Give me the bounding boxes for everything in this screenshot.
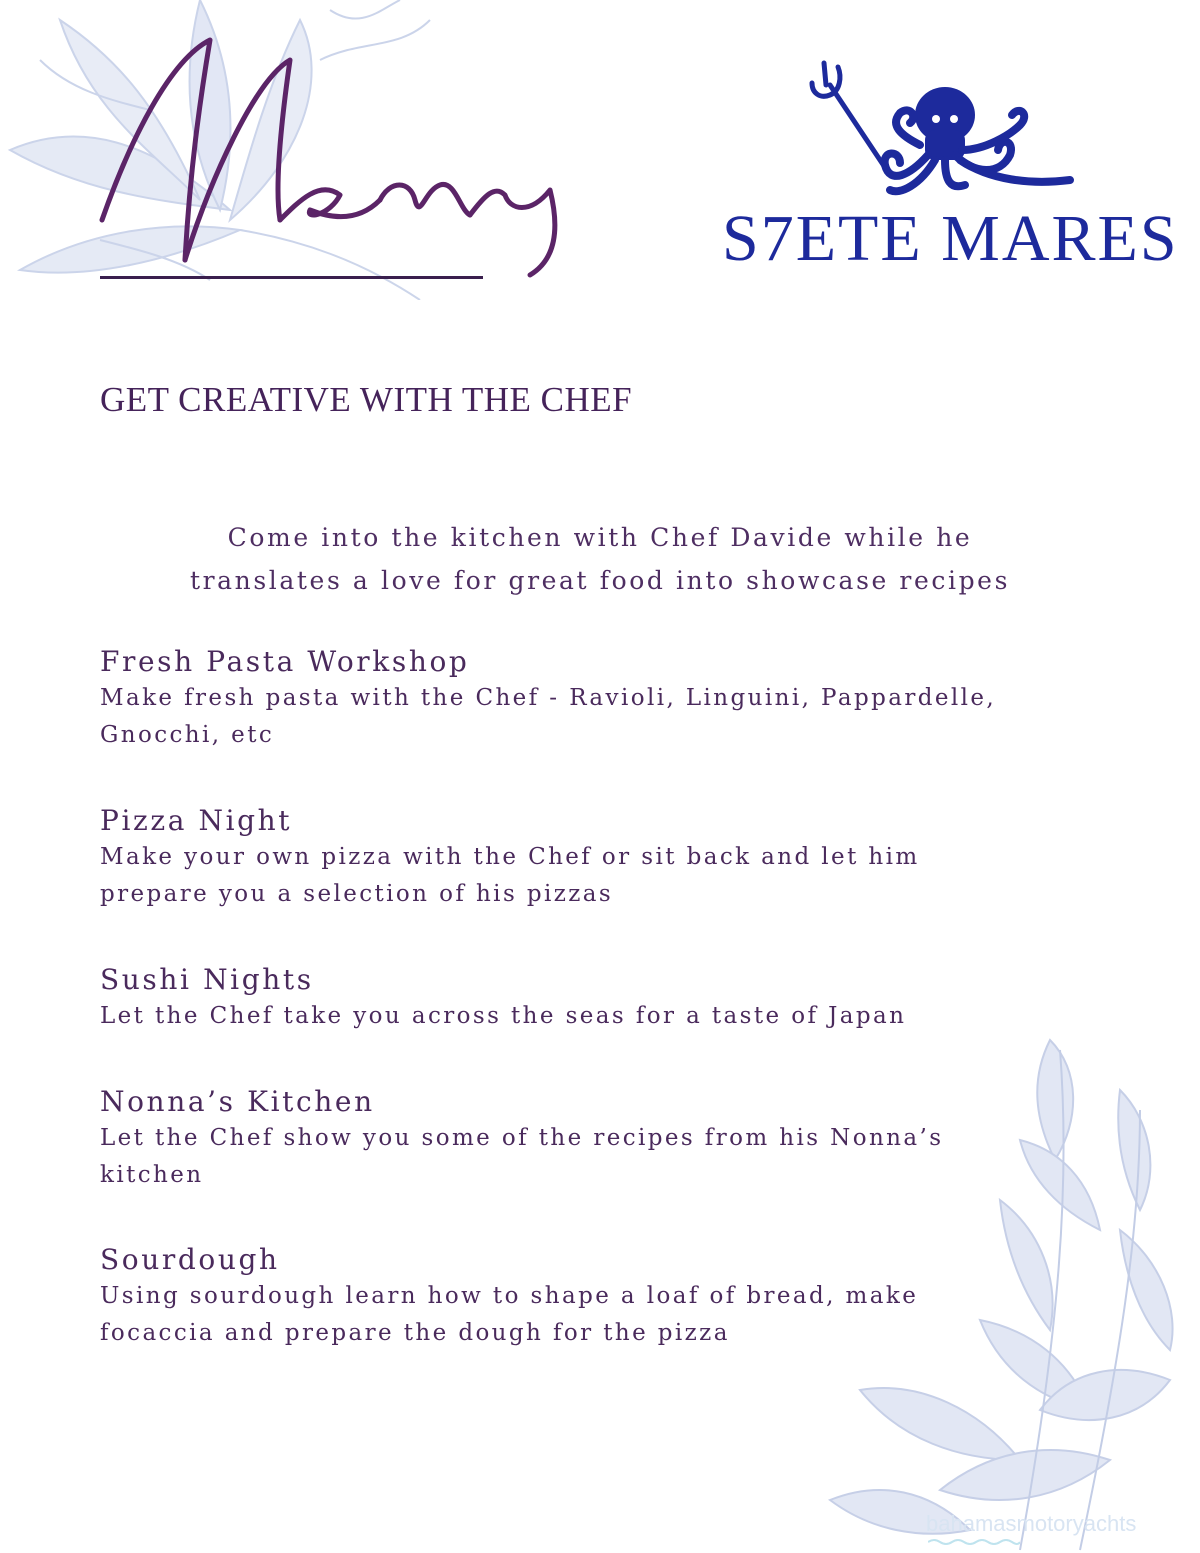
desc-line: Using sourdough learn how to shape a loaf of bread, make	[100, 1283, 919, 1309]
intro-line: translates a love for great food into showcase recipes	[189, 566, 1011, 595]
desc-line: Make your own pizza with the Chef or sit back and let him	[100, 844, 920, 870]
menu-item-description	[100, 1120, 1060, 1194]
menu-item-pizza-night	[100, 803, 1100, 913]
menu-item-description	[100, 680, 1060, 754]
desc-line: prepare you a selection of his pizzas	[100, 881, 614, 907]
menu-item-description	[100, 839, 1060, 913]
intro-line: Come into the kitchen with Chef Davide while he	[227, 523, 973, 552]
desc-line: Gnocchi, etc	[100, 722, 275, 748]
menu-script-title	[90, 20, 610, 280]
menu-item-title: Sushi Nights	[100, 963, 314, 996]
watermark: bahamasmotoryachts	[926, 1511, 1137, 1536]
wave-icon	[928, 1538, 1020, 1546]
menu-item-nonnas-kitchen	[100, 1084, 1100, 1194]
desc-line: Let the Chef show you some of the recipes from his Nonna’s	[100, 1125, 944, 1151]
menu-item-title: Fresh Pasta Workshop	[100, 645, 470, 678]
section-title: GET CREATIVE WITH THE CHEF	[100, 380, 633, 419]
title-underline	[100, 276, 483, 279]
brand-name: S7ETE MARES	[722, 202, 1179, 275]
desc-line: Make fresh pasta with the Chef - Ravioli, Linguini, Pappardelle,	[100, 685, 997, 711]
desc-line: kitchen	[100, 1162, 204, 1188]
menu-item-fresh-pasta	[100, 644, 1100, 754]
menu-item-description	[100, 998, 1060, 1035]
menu-item-description	[100, 1278, 1060, 1352]
menu-item-title: Pizza Night	[100, 804, 293, 837]
intro-text	[100, 516, 1100, 602]
desc-line: focaccia and prepare the dough for the pizza	[100, 1320, 730, 1346]
desc-line: Let the Chef take you across the seas for a taste of Japan	[100, 1003, 907, 1029]
menu-item-title: Nonna’s Kitchen	[100, 1085, 375, 1118]
menu-item-sushi-nights	[100, 962, 1100, 1035]
menu-item-sourdough	[100, 1242, 1100, 1352]
menu-item-title: Sourdough	[100, 1243, 280, 1276]
